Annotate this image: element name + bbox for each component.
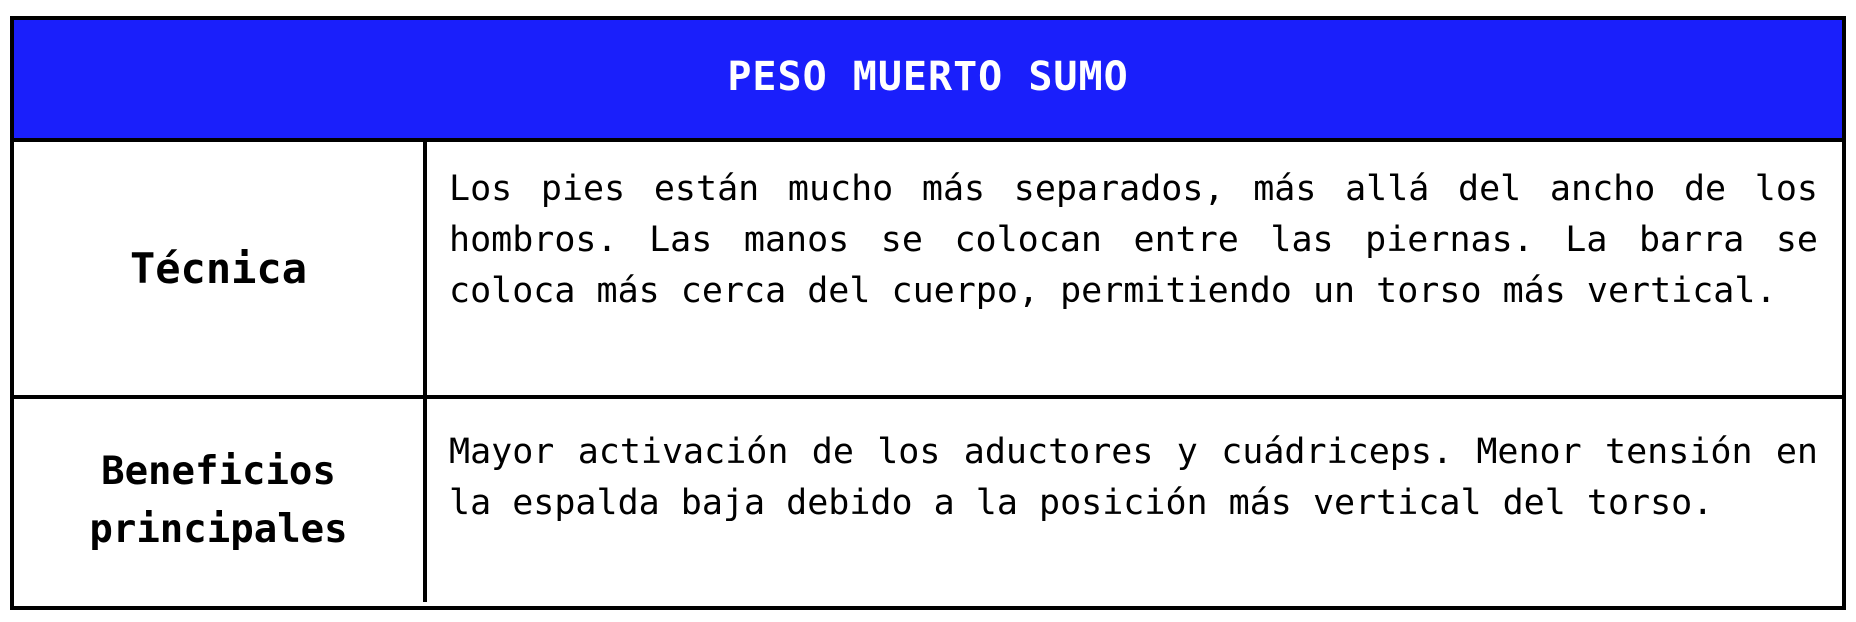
row-description-technique: Los pies están mucho más separados, más allá del ancho de los hombros. Las manos se colocan entre las piernas. La barra se coloca más cerca del cuerpo, permitiendo un torso más vertical.	[449, 169, 1818, 311]
row-label-technique: Técnica	[129, 243, 307, 293]
table-title: PESO MUERTO SUMO	[727, 54, 1129, 100]
row-label-cell	[14, 399, 427, 602]
table-header	[14, 20, 1842, 142]
row-description-cell	[427, 142, 1842, 395]
exercise-info-table	[10, 16, 1846, 610]
row-description-cell	[427, 399, 1842, 602]
table-row-technique	[14, 142, 1842, 399]
table-row-benefits	[14, 399, 1842, 602]
row-label-cell	[14, 142, 427, 395]
row-description-benefits: Mayor activación de los aductores y cuádriceps. Menor tensión en la espalda baja debido a la posición más vertical del torso.	[449, 432, 1818, 523]
row-label-benefits: Beneficios principales	[89, 448, 348, 552]
